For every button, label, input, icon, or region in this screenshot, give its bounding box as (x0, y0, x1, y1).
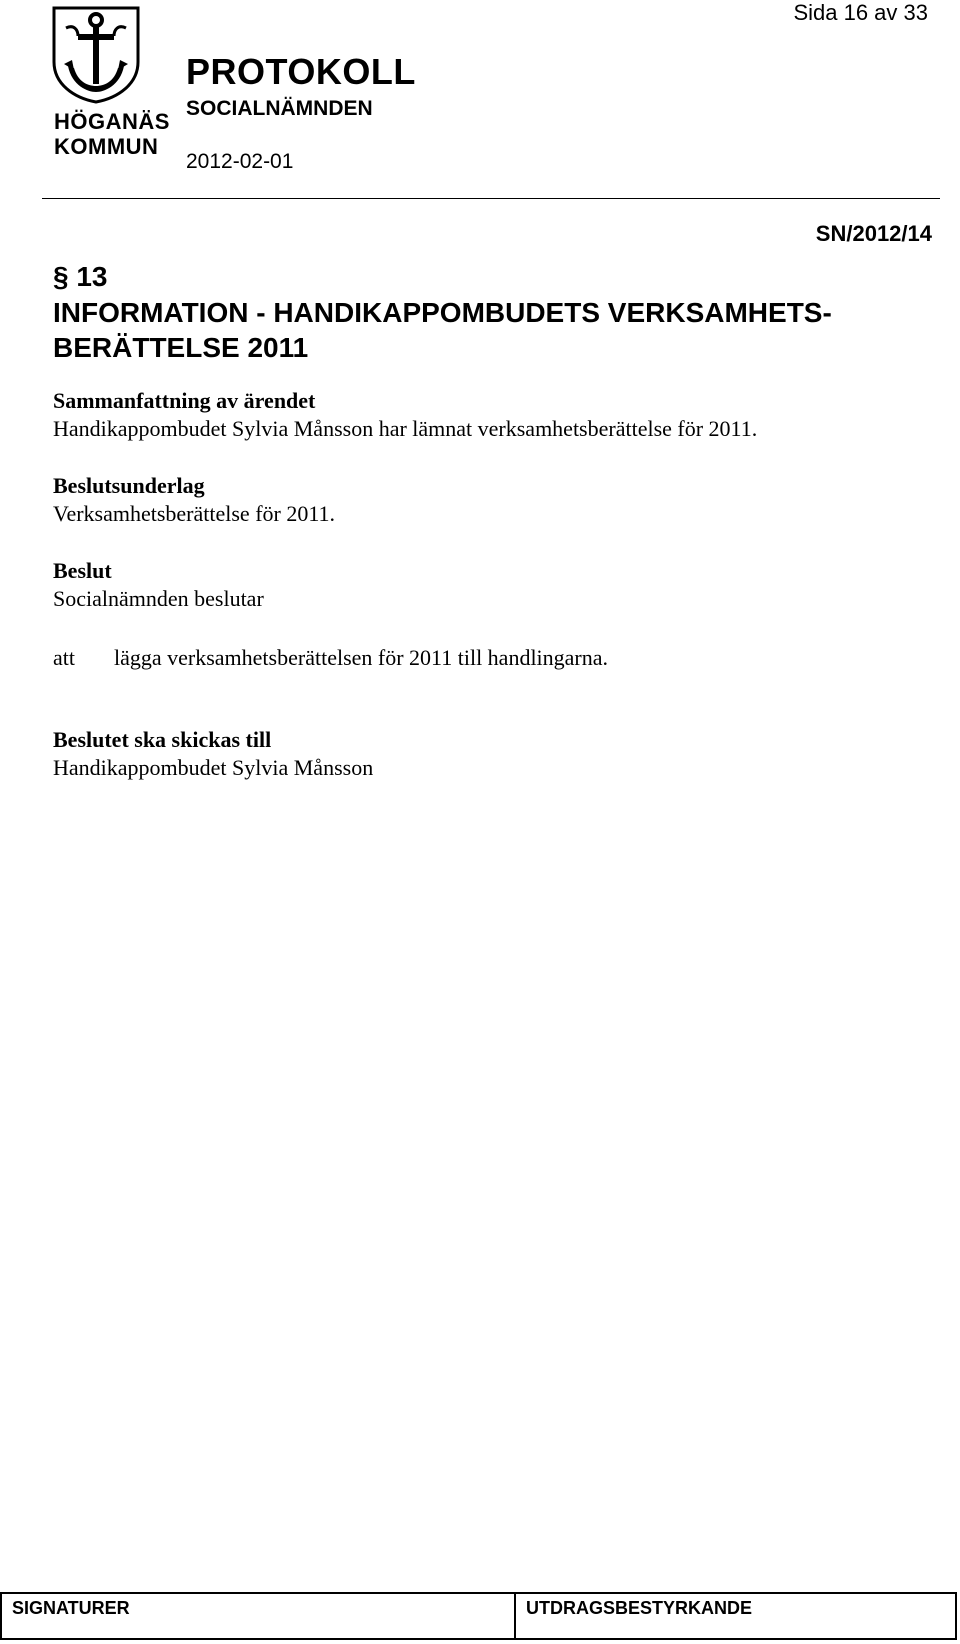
paragraph-title-line-2: BERÄTTELSE 2011 (53, 332, 309, 363)
anchor-crest-icon (48, 4, 144, 104)
recipients-text: Handikappombudet Sylvia Månsson (53, 755, 374, 780)
footer-divider (514, 1594, 516, 1638)
decision-clause-text: lägga verksamhetsberättelsen för 2011 till handlingarna. (114, 645, 609, 670)
document-title: PROTOKOLL (186, 51, 416, 92)
signature-footer (0, 1592, 957, 1640)
basis-heading: Beslutsunderlag (53, 473, 205, 498)
summary-section (53, 387, 757, 443)
page-number: Sida 16 av 33 (793, 0, 928, 25)
recipients-section (53, 726, 373, 782)
decision-heading: Beslut (53, 558, 112, 583)
decision-att-label: att (53, 645, 75, 670)
summary-heading: Sammanfattning av ärendet (53, 388, 316, 413)
extract-certification-label: UTDRAGSBESTYRKANDE (526, 1598, 753, 1618)
municipality-logo (48, 4, 168, 158)
meeting-date: 2012-02-01 (186, 150, 294, 173)
decision-intro: Socialnämnden beslutar (53, 586, 264, 611)
committee-name: SOCIALNÄMNDEN (186, 97, 373, 120)
case-number: SN/2012/14 (815, 221, 932, 246)
paragraph-title (53, 295, 853, 365)
paragraph-title-line-1: INFORMATION - HANDIKAPPOMBUDETS VERKSAMHETS- (53, 297, 832, 328)
decision-section (53, 557, 264, 613)
logo-name-line-2: KOMMUN (54, 134, 159, 159)
header-divider (42, 198, 940, 199)
basis-text: Verksamhetsberättelse för 2011. (53, 501, 336, 526)
logo-name-line-1: HÖGANÄS (54, 109, 170, 134)
recipients-heading: Beslutet ska skickas till (53, 727, 272, 752)
summary-text: Handikappombudet Sylvia Månsson har lämnat verksamhetsberättelse för 2011. (53, 416, 758, 441)
signatures-label: SIGNATURER (12, 1598, 130, 1618)
basis-section (53, 472, 335, 528)
logo-wordmark (54, 109, 170, 159)
paragraph-number: § 13 (53, 261, 108, 292)
